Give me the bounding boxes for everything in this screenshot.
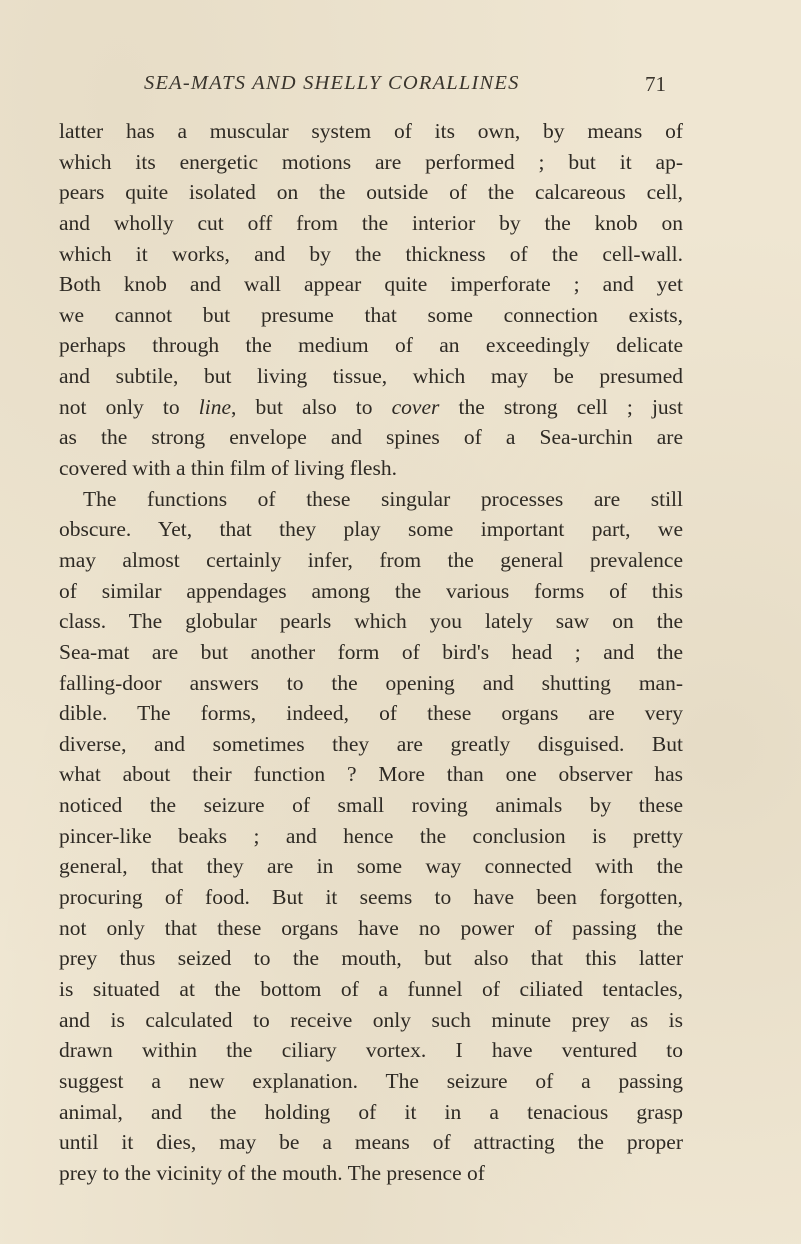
paragraph-start-line: The functions of these singular processes are still — [83, 486, 683, 511]
text-line: and subtile, but living tissue, which may be presumed — [59, 364, 683, 389]
running-head: SEA-MATS AND SHELLY CORALLINES — [144, 72, 520, 94]
text-line: not only to line, but also to cover the strong cell ; just — [59, 394, 683, 419]
text-line: general, that they are in some way connected with the — [59, 854, 683, 879]
text-line: pincer-like beaks ; and hence the conclusion is pretty — [59, 823, 683, 848]
text-line: which its energetic motions are performed ; but it ap- — [59, 149, 683, 174]
text-line: is situated at the bottom of a funnel of ciliated tentacles, — [59, 976, 683, 1001]
page-number: 71 — [645, 72, 666, 96]
text-line: we cannot but presume that some connection exists, — [59, 302, 683, 327]
text-line: what about their function ? More than one observer has — [59, 762, 683, 787]
text-line: of similar appendages among the various forms of this — [59, 578, 683, 603]
text-line: may almost certainly infer, from the general prevalence — [59, 547, 683, 572]
text-line: pears quite isolated on the outside of the calcareous cell, — [59, 180, 683, 205]
text-line: prey to the vicinity of the mouth. The presence of — [59, 1160, 485, 1185]
text-line: falling-door answers to the opening and shutting man- — [59, 670, 683, 695]
text-line: not only that these organs have no power of passing the — [59, 915, 683, 940]
text-line: obscure. Yet, that they play some important part, we — [59, 517, 683, 542]
text-line: perhaps through the medium of an exceedingly delicate — [59, 333, 683, 358]
text-line: prey thus seized to the mouth, but also that this latter — [59, 946, 683, 971]
text-line: dible. The forms, indeed, of these organs are very — [59, 701, 683, 726]
text-line: diverse, and sometimes they are greatly disguised. But — [59, 731, 683, 756]
text-line: and wholly cut off from the interior by the knob on — [59, 210, 683, 235]
text-line: until it dies, may be a means of attracting the proper — [59, 1130, 683, 1155]
text-line: which it works, and by the thickness of the cell-wall. — [59, 241, 683, 266]
body-text — [59, 116, 683, 1188]
text-line: procuring of food. But it seems to have been forgotten, — [59, 885, 683, 910]
text-line: and is calculated to receive only such minute prey as is — [59, 1007, 683, 1032]
text-line: covered with a thin film of living flesh. — [59, 456, 397, 481]
text-line: Sea-mat are but another form of bird's head ; and the — [59, 639, 683, 664]
text-line: animal, and the holding of it in a tenacious grasp — [59, 1099, 683, 1124]
text-line: noticed the seizure of small roving animals by these — [59, 793, 683, 818]
text-line: latter has a muscular system of its own, by means of — [59, 119, 683, 143]
text-line: suggest a new explanation. The seizure of a passing — [59, 1068, 683, 1093]
text-line: class. The globular pearls which you lately saw on the — [59, 609, 683, 634]
text-line: Both knob and wall appear quite imperforate ; and yet — [59, 272, 683, 297]
text-line: as the strong envelope and spines of a Sea-urchin are — [59, 425, 683, 450]
text-line: drawn within the ciliary vortex. I have ventured to — [59, 1038, 683, 1063]
